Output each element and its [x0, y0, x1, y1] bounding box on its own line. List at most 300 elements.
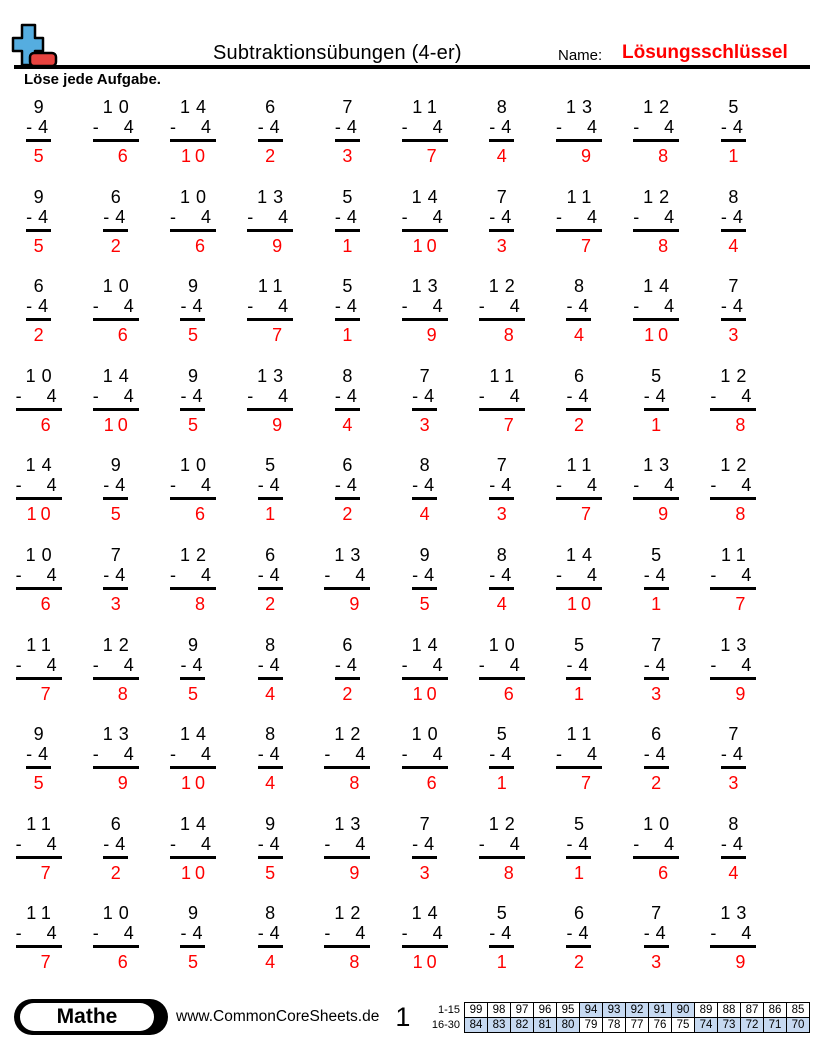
- problem-numbers: [556, 97, 602, 142]
- subtrahend: 4: [355, 744, 366, 765]
- minus-sign: -: [169, 117, 176, 137]
- problem-numbers: [324, 545, 370, 590]
- header-divider: [14, 65, 810, 69]
- problem-numbers: [402, 635, 448, 680]
- minuend: 11: [489, 365, 521, 386]
- minus-sign: -: [633, 833, 640, 854]
- answer: 8: [503, 325, 514, 346]
- minuend: 12: [179, 544, 212, 565]
- subtrahend: 4: [115, 564, 126, 585]
- minus-sign: -: [401, 744, 408, 765]
- minus-sign: -: [324, 833, 331, 854]
- subtrahend: 4: [192, 654, 203, 675]
- problem-r4-c10: [710, 366, 756, 456]
- problem-r2-c1: [26, 187, 51, 277]
- minus-sign: -: [710, 385, 717, 406]
- problem-r1-c7: [489, 97, 514, 187]
- answer: 9: [349, 593, 360, 614]
- minuend: 6: [342, 455, 353, 476]
- subtrahend-row: [258, 744, 283, 764]
- minuend: 12: [643, 186, 676, 207]
- subtrahend: 4: [115, 206, 126, 227]
- answer: 3: [728, 773, 739, 794]
- subtrahend-row: [644, 744, 669, 764]
- problem-r3-c5: [335, 276, 360, 366]
- problem-numbers: [710, 903, 756, 948]
- minuend: 11: [721, 544, 752, 565]
- subtrahend-row: [710, 565, 756, 585]
- answer: 4: [496, 593, 507, 614]
- minus-sign: -: [103, 564, 110, 585]
- subtrahend: 4: [655, 385, 666, 406]
- problem-r7-c10: [710, 635, 756, 725]
- minus-sign: -: [489, 206, 496, 227]
- problem-r1-c5: [335, 97, 360, 187]
- minus-sign: -: [257, 564, 264, 585]
- minuend: 9: [419, 544, 430, 565]
- subtrahend: 4: [200, 744, 211, 765]
- problem-r7-c9: [644, 635, 669, 725]
- subtrahend: 4: [655, 564, 666, 585]
- problem-numbers: [710, 455, 756, 500]
- subtrahend-row: [566, 386, 591, 406]
- minuend: 12: [334, 903, 367, 924]
- answer: 6: [194, 504, 205, 525]
- answer: 2: [110, 862, 121, 883]
- subtrahend-row: [16, 475, 62, 495]
- answer: 5: [187, 683, 198, 704]
- minuend: 8: [728, 186, 739, 207]
- subtrahend-row: [247, 296, 293, 316]
- grading-cell: 80: [556, 1017, 580, 1033]
- problem-r3-c4: [247, 276, 293, 366]
- problem-r6-c7: [489, 545, 514, 635]
- problem-r5-c7: [489, 455, 514, 545]
- minuend: 9: [265, 813, 276, 834]
- grading-cell: 85: [786, 1002, 810, 1018]
- problem-numbers: [721, 724, 746, 769]
- problem-r8-c8: [556, 724, 602, 814]
- answer: 4: [265, 952, 276, 973]
- minus-sign: -: [257, 117, 264, 137]
- minuend: 12: [720, 365, 753, 386]
- minuend: 8: [265, 724, 276, 745]
- subtrahend: 4: [578, 923, 589, 944]
- problem-numbers: [103, 814, 128, 859]
- answer: 7: [735, 593, 746, 614]
- subtrahend-row: [335, 296, 360, 316]
- problem-r1-c10: [721, 97, 746, 187]
- subtrahend-row: [180, 386, 205, 406]
- problem-r10-c6: [402, 903, 448, 993]
- answer: 9: [272, 235, 283, 256]
- problem-r1-c2: [93, 97, 139, 187]
- problem-r3-c1: [26, 276, 51, 366]
- answer: 7: [580, 773, 591, 794]
- grading-row-label: 16-30: [431, 1018, 460, 1031]
- answer: 10: [412, 683, 441, 704]
- problem-r7-c6: [402, 635, 448, 725]
- minus-sign: -: [412, 385, 419, 406]
- problem-r2-c3: [170, 187, 216, 277]
- subtrahend: 4: [509, 654, 520, 675]
- subtrahend-row: [633, 117, 679, 137]
- subtrahend-row: [258, 117, 283, 137]
- minus-sign: -: [720, 833, 727, 854]
- answer: 7: [503, 414, 514, 435]
- minus-sign: -: [103, 206, 110, 227]
- subtrahend: 4: [432, 654, 443, 675]
- minuend: 7: [651, 903, 662, 924]
- minuend: 7: [496, 186, 507, 207]
- subtrahend: 4: [732, 744, 743, 765]
- minus-sign: -: [257, 923, 264, 944]
- problem-r6-c8: [556, 545, 602, 635]
- grading-cell: 87: [740, 1002, 764, 1018]
- minuend: 12: [488, 276, 521, 297]
- minuend: 5: [342, 276, 353, 297]
- problem-numbers: [633, 455, 679, 500]
- problem-numbers: [26, 724, 51, 769]
- subtrahend-row: [721, 744, 746, 764]
- subtrahend: 4: [578, 833, 589, 854]
- subtrahend: 4: [501, 206, 512, 227]
- answer-key-label: Lösungsschlüssel: [622, 42, 788, 63]
- minus-sign: -: [643, 385, 650, 406]
- problem-r4-c5: [335, 366, 360, 456]
- answer: 5: [187, 414, 198, 435]
- grading-cell: 96: [533, 1002, 557, 1018]
- minus-sign: -: [555, 564, 562, 585]
- subtrahend-row: [16, 565, 62, 585]
- minuend: 6: [651, 724, 662, 745]
- answer: 7: [40, 683, 51, 704]
- minuend: 11: [566, 455, 598, 476]
- problem-numbers: [489, 97, 514, 142]
- minuend: 9: [187, 276, 198, 297]
- problem-numbers: [710, 635, 756, 680]
- problem-r5-c2: [103, 455, 128, 545]
- brand-badge: [14, 999, 168, 1035]
- subtrahend: 4: [664, 475, 675, 496]
- problem-numbers: [247, 366, 293, 411]
- problem-numbers: [16, 366, 62, 411]
- minuend: 11: [26, 903, 57, 924]
- problem-numbers: [402, 724, 448, 769]
- subtrahend: 4: [346, 475, 357, 496]
- problem-r5-c4: [258, 455, 283, 545]
- answer: 6: [40, 593, 51, 614]
- problem-numbers: [324, 814, 370, 859]
- subtrahend-row: [93, 744, 139, 764]
- problem-numbers: [566, 903, 591, 948]
- answer: 5: [33, 235, 44, 256]
- subtrahend-row: [566, 834, 591, 854]
- problem-r6-c5: [324, 545, 370, 635]
- problem-numbers: [644, 366, 669, 411]
- minuend: 9: [33, 97, 44, 117]
- answer: 2: [265, 146, 276, 166]
- minus-sign: -: [643, 744, 650, 765]
- minus-sign: -: [15, 923, 22, 944]
- subtrahend-row: [103, 207, 128, 227]
- subtrahend: 4: [38, 296, 49, 317]
- subtrahend: 4: [424, 564, 435, 585]
- subtrahend-row: [556, 744, 602, 764]
- answer: 2: [265, 593, 276, 614]
- subtrahend: 4: [424, 475, 435, 496]
- minus-sign: -: [720, 117, 727, 137]
- answer: 2: [651, 773, 662, 794]
- minus-sign: -: [710, 654, 717, 675]
- subtrahend-row: [644, 923, 669, 943]
- problem-r10-c4: [258, 903, 283, 993]
- subtrahend: 4: [655, 923, 666, 944]
- problem-r9-c7: [479, 814, 525, 904]
- problem-r2-c9: [633, 187, 679, 277]
- minuend: 9: [33, 724, 44, 745]
- minuend: 14: [179, 724, 212, 745]
- minuend: 14: [411, 186, 444, 207]
- minus-sign: -: [566, 296, 573, 317]
- subtrahend-row: [103, 475, 128, 495]
- subtrahend: 4: [741, 385, 752, 406]
- problem-numbers: [16, 903, 62, 948]
- problem-numbers: [402, 97, 448, 142]
- problem-r10-c8: [566, 903, 591, 993]
- subtrahend: 4: [741, 923, 752, 944]
- problem-r9-c1: [16, 814, 62, 904]
- minus-sign: -: [15, 833, 22, 854]
- problem-numbers: [258, 814, 283, 859]
- minuend: 14: [411, 634, 444, 655]
- subtrahend-row: [644, 386, 669, 406]
- minus-sign: -: [720, 296, 727, 317]
- answer: 1: [573, 683, 584, 704]
- subtrahend-row: [247, 207, 293, 227]
- problem-numbers: [566, 276, 591, 321]
- answer: 4: [265, 773, 276, 794]
- problem-numbers: [402, 276, 448, 321]
- minuend: 7: [728, 724, 739, 745]
- problem-numbers: [644, 635, 669, 680]
- subtrahend: 4: [664, 833, 675, 854]
- subtrahend-row: [721, 296, 746, 316]
- subtrahend-row: [258, 475, 283, 495]
- problem-r6-c2: [103, 545, 128, 635]
- subtrahend-row: [479, 386, 525, 406]
- problem-numbers: [103, 545, 128, 590]
- answer: 1: [265, 504, 276, 525]
- problem-r9-c6: [412, 814, 437, 904]
- minuend: 14: [179, 97, 212, 117]
- answer: 8: [349, 773, 360, 794]
- minus-sign: -: [566, 923, 573, 944]
- problem-numbers: [556, 455, 602, 500]
- grading-cell: 91: [648, 1002, 672, 1018]
- problem-r3-c10: [721, 276, 746, 366]
- grading-cell: 84: [464, 1017, 488, 1033]
- subtrahend: 4: [123, 744, 134, 765]
- subtrahend: 4: [501, 117, 512, 137]
- answer: 7: [40, 952, 51, 973]
- grading-row-1: [424, 1002, 810, 1018]
- problem-numbers: [258, 545, 283, 590]
- minus-sign: -: [324, 744, 331, 765]
- grading-cell: 72: [740, 1017, 764, 1033]
- minus-sign: -: [555, 206, 562, 227]
- subtrahend-row: [633, 475, 679, 495]
- subtrahend: 4: [578, 385, 589, 406]
- problem-r7-c1: [16, 635, 62, 725]
- minus-sign: -: [92, 296, 99, 317]
- problem-r4-c8: [566, 366, 591, 456]
- minus-sign: -: [15, 564, 22, 585]
- minus-sign: -: [324, 564, 331, 585]
- answer: 10: [180, 862, 209, 883]
- minus-sign: -: [247, 385, 254, 406]
- problem-numbers: [16, 545, 62, 590]
- minuend: 7: [342, 97, 353, 117]
- subtrahend-row: [489, 923, 514, 943]
- problem-numbers: [721, 187, 746, 232]
- problem-r4-c4: [247, 366, 293, 456]
- answer: 5: [265, 862, 276, 883]
- subtrahend-row: [16, 923, 62, 943]
- subtrahend-row: [710, 386, 756, 406]
- answer: 4: [265, 683, 276, 704]
- problem-r7-c4: [258, 635, 283, 725]
- problems-grid: [0, 97, 772, 993]
- subtrahend-row: [633, 207, 679, 227]
- minuend: 5: [496, 903, 507, 924]
- minuend: 8: [265, 634, 276, 655]
- grading-cell: 88: [717, 1002, 741, 1018]
- minuend: 10: [643, 813, 676, 834]
- problem-r1-c8: [556, 97, 602, 187]
- problem-numbers: [258, 903, 283, 948]
- subtrahend-row: [721, 834, 746, 854]
- problem-numbers: [324, 724, 370, 769]
- minuend: 13: [720, 634, 753, 655]
- problem-numbers: [721, 814, 746, 859]
- subtrahend: 4: [192, 385, 203, 406]
- grading-cell: 93: [602, 1002, 626, 1018]
- subtrahend-row: [402, 296, 448, 316]
- problem-numbers: [633, 814, 679, 859]
- minus-sign: -: [643, 654, 650, 675]
- minus-sign: -: [478, 385, 485, 406]
- subtrahend: 4: [501, 475, 512, 496]
- subtrahend: 4: [664, 206, 675, 227]
- answer: 2: [342, 504, 353, 525]
- subtrahend: 4: [46, 385, 57, 406]
- problem-r9-c3: [170, 814, 216, 904]
- minuend: 7: [728, 276, 739, 297]
- minuend: 5: [265, 455, 276, 476]
- problem-numbers: [479, 814, 525, 859]
- problem-numbers: [412, 455, 437, 500]
- problem-numbers: [556, 545, 602, 590]
- minuend: 6: [265, 97, 276, 117]
- answer: 4: [728, 235, 739, 256]
- answer: 1: [651, 593, 662, 614]
- answer: 8: [735, 504, 746, 525]
- problem-r2-c5: [335, 187, 360, 277]
- answer: 7: [580, 235, 591, 256]
- problem-numbers: [26, 187, 51, 232]
- answer: 9: [426, 325, 437, 346]
- minus-sign: -: [633, 475, 640, 496]
- problem-numbers: [566, 635, 591, 680]
- subtrahend-row: [479, 834, 525, 854]
- problem-r6-c3: [170, 545, 216, 635]
- problem-numbers: [710, 545, 756, 590]
- subtrahend-row: [644, 655, 669, 675]
- minuend: 6: [110, 186, 121, 207]
- answer: 7: [580, 504, 591, 525]
- subtrahend-row: [556, 117, 602, 137]
- minus-sign: -: [478, 296, 485, 317]
- grading-cell: 74: [694, 1017, 718, 1033]
- problem-numbers: [335, 366, 360, 411]
- subtrahend-row: [16, 834, 62, 854]
- problem-r10-c9: [644, 903, 669, 993]
- problem-r5-c3: [170, 455, 216, 545]
- problem-numbers: [16, 455, 62, 500]
- minuend: 6: [265, 544, 276, 565]
- problem-r6-c4: [258, 545, 283, 635]
- minuend: 6: [573, 903, 584, 924]
- minus-sign: -: [633, 206, 640, 227]
- problem-numbers: [402, 903, 448, 948]
- problem-numbers: [721, 276, 746, 321]
- answer: 6: [658, 862, 669, 883]
- subtrahend: 4: [655, 654, 666, 675]
- instruction-text: Löse jede Aufgabe.: [24, 71, 161, 88]
- problem-numbers: [324, 903, 370, 948]
- minus-sign: -: [720, 206, 727, 227]
- problem-r6-c6: [412, 545, 437, 635]
- problem-r5-c8: [556, 455, 602, 545]
- answer: 8: [503, 862, 514, 883]
- answer: 10: [26, 504, 55, 525]
- minus-sign: -: [710, 475, 717, 496]
- problem-numbers: [556, 187, 602, 232]
- problem-r4-c7: [479, 366, 525, 456]
- problem-numbers: [566, 814, 591, 859]
- problem-numbers: [479, 635, 525, 680]
- answer: 10: [412, 235, 441, 256]
- answer: 1: [651, 414, 662, 435]
- subtrahend-row: [556, 475, 602, 495]
- page-number: 1: [395, 1001, 411, 1032]
- answer: 1: [728, 146, 739, 166]
- subtrahend-row: [93, 923, 139, 943]
- subtrahend: 4: [200, 206, 211, 227]
- minuend: 11: [566, 724, 598, 745]
- subtrahend-row: [170, 834, 216, 854]
- problem-numbers: [489, 545, 514, 590]
- problem-r8-c9: [644, 724, 669, 814]
- problem-r3-c7: [479, 276, 525, 366]
- subtrahend-row: [335, 117, 360, 137]
- subtrahend-row: [335, 655, 360, 675]
- problem-r3-c6: [402, 276, 448, 366]
- minuend: 7: [419, 813, 430, 834]
- minus-sign: -: [169, 833, 176, 854]
- problem-r5-c1: [16, 455, 62, 545]
